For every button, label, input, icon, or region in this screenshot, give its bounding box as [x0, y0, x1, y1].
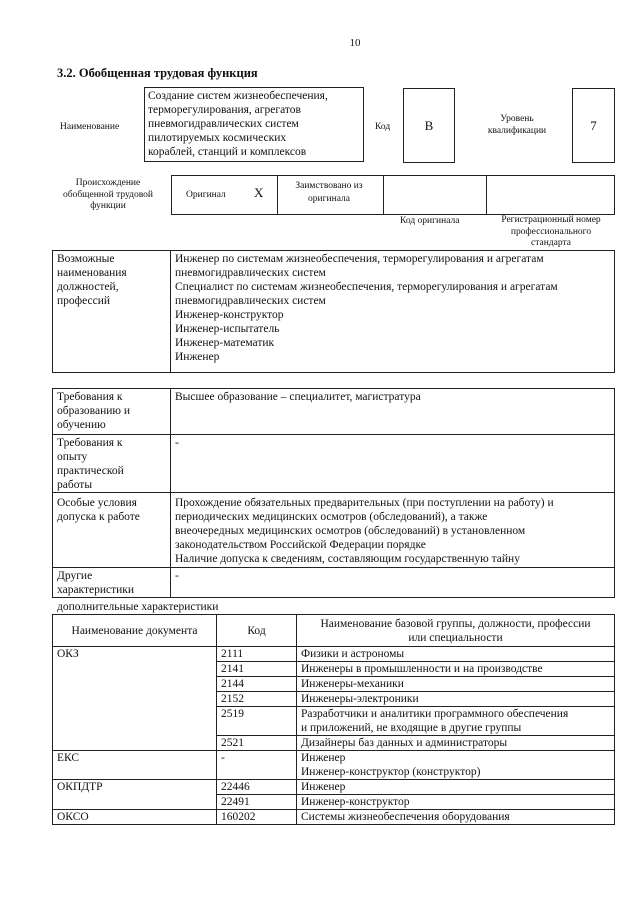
- education-label: [53, 389, 171, 435]
- header-name: [297, 615, 615, 647]
- header-doc: Наименование документа: [53, 615, 217, 647]
- doc-cell: ОКЗ: [53, 647, 217, 751]
- positions-label-line: наименования: [57, 267, 127, 279]
- conditions-label-line: допуска к работе: [57, 511, 140, 523]
- conditions-value-line: внеочередных медицинских осмотров (обследований) в установленном: [175, 525, 526, 537]
- name-label: Наименование: [60, 122, 120, 132]
- code-cell: 2144: [217, 677, 297, 692]
- header-name-line: Наименование базовой группы, должности, профессии: [320, 617, 591, 630]
- function-name-line: кораблей, станций и комплексов: [148, 146, 307, 158]
- code-label: Код: [375, 122, 391, 132]
- name-cell: Инженер-конструктор: [297, 795, 615, 810]
- conditions-value: [171, 493, 615, 568]
- name-line: Инженер: [301, 752, 346, 764]
- borrowed-label-line: оригинала: [308, 194, 350, 204]
- code-cell: -: [217, 751, 297, 780]
- doc-cell: ОКСО: [53, 810, 217, 825]
- other-value-line: -: [175, 570, 179, 582]
- experience-value: [171, 435, 615, 493]
- name-cell: Физики и астрономы: [297, 647, 615, 662]
- level-value: 7: [572, 88, 615, 163]
- other-value: [171, 568, 615, 598]
- level-label-line: Уровень: [500, 114, 534, 124]
- name-cell: [297, 751, 615, 780]
- reg-number-label: [486, 215, 616, 250]
- name-cell: Системы жизнеобеспечения оборудования: [297, 810, 615, 825]
- requirements-table: [52, 388, 615, 598]
- conditions-value-line: Прохождение обязательных предварительных (при поступлении на работу) и: [175, 497, 554, 509]
- positions-label: [53, 251, 171, 373]
- origin-table: [171, 175, 615, 215]
- conditions-label: [53, 493, 171, 568]
- level-label-line: квалификации: [487, 126, 547, 136]
- function-name-line: пилотируемых космических: [148, 132, 287, 144]
- origin-label-line: функции: [90, 201, 126, 211]
- page-number: 10: [349, 37, 361, 49]
- experience-label: [53, 435, 171, 493]
- borrowed-label: [277, 180, 381, 206]
- positions-label-line: должностей,: [57, 281, 119, 293]
- header-code: Код: [217, 615, 297, 647]
- code-cell: 2519: [217, 707, 297, 736]
- reg-number-line: стандарта: [531, 238, 571, 248]
- origin-label: [52, 178, 164, 213]
- experience-label-line: практической: [57, 465, 124, 477]
- name-cell: [297, 707, 615, 736]
- name-line: Разработчики и аналитики программного обеспечения: [301, 708, 569, 720]
- code-cell: 2152: [217, 692, 297, 707]
- education-label-line: образованию и: [57, 405, 130, 417]
- positions-value: [171, 251, 615, 373]
- reg-number-line: Регистрационный номер: [501, 215, 601, 225]
- code-cell: 2111: [217, 647, 297, 662]
- header-name-line: или специальности: [408, 631, 503, 644]
- code-cell: 2521: [217, 736, 297, 751]
- function-name-line: терморегулирования, агрегатов: [148, 104, 301, 116]
- code-original-label: Код оригинала: [400, 216, 460, 226]
- position-line: Инженер-испытатель: [175, 323, 280, 335]
- name-cell: Инженеры-механики: [297, 677, 615, 692]
- conditions-value-line: Наличие допуска к сведениям, составляющим государственную тайну: [175, 553, 520, 565]
- conditions-value-line: периодических медицинских осмотров (обследований), а также: [175, 511, 488, 523]
- reg-number-line: профессионального: [510, 226, 592, 237]
- doc-cell: ЕКС: [53, 751, 217, 780]
- education-label-line: обучению: [57, 419, 106, 431]
- origin-label-line: Происхождение: [75, 178, 141, 188]
- conditions-label-line: Особые условия: [57, 497, 137, 509]
- position-line: пневмогидравлических систем: [175, 295, 326, 307]
- position-line: Специалист по системам жизнеобеспечения, терморегулирования и агрегатам: [175, 281, 558, 293]
- code-cell: 2141: [217, 662, 297, 677]
- position-line: Инженер: [175, 351, 220, 363]
- experience-value-line: -: [175, 437, 179, 449]
- additional-table: [52, 614, 615, 825]
- experience-label-line: работы: [57, 479, 93, 491]
- education-value-line: Высшее образование – специалитет, магистратура: [175, 391, 421, 403]
- name-cell: Инженеры-электроники: [297, 692, 615, 707]
- name-line: Инженер-конструктор (конструктор): [301, 766, 481, 778]
- name-line: и приложений, не входящие в другие группы: [301, 722, 522, 734]
- original-mark: X: [254, 185, 264, 200]
- position-line: Инженер-математик: [175, 337, 275, 349]
- other-label-line: Другие: [57, 570, 93, 582]
- origin-label-line: обобщенной трудовой: [63, 189, 153, 200]
- positions-table: [52, 250, 615, 373]
- borrowed-label-line: Заимствовано из: [295, 181, 363, 191]
- position-line: Инженер по системам жизнеобеспечения, терморегулирования и агрегатам: [175, 253, 544, 265]
- position-line: Инженер-конструктор: [175, 309, 284, 321]
- additional-title: дополнительные характеристики: [57, 601, 219, 613]
- other-label-line: характеристики: [57, 584, 135, 596]
- conditions-value-line: законодательством Российской Федерации порядке: [175, 539, 426, 551]
- code-cell: 160202: [217, 810, 297, 825]
- experience-label-line: Требования к: [57, 437, 123, 449]
- education-value: [171, 389, 615, 435]
- code-cell: 22491: [217, 795, 297, 810]
- doc-cell: ОКПДТР: [53, 780, 217, 810]
- function-name-box: [144, 87, 364, 162]
- other-label: [53, 568, 171, 598]
- level-label: [472, 113, 562, 137]
- function-name-line: пневмогидравлических систем: [148, 118, 299, 130]
- name-cell: Дизайнеры баз данных и администраторы: [297, 736, 615, 751]
- education-label-line: Требования к: [57, 391, 123, 403]
- section-title: 3.2. Обобщенная трудовая функция: [57, 66, 258, 80]
- original-label: Оригинал: [186, 190, 226, 200]
- code-value: B: [403, 88, 455, 163]
- name-cell: Инженер: [297, 780, 615, 795]
- name-cell: Инженеры в промышленности и на производстве: [297, 662, 615, 677]
- code-cell: 22446: [217, 780, 297, 795]
- function-name-line: Создание систем жизнеобеспечения,: [148, 90, 328, 102]
- experience-label-line: опыту: [57, 451, 88, 463]
- position-line: пневмогидравлических систем: [175, 267, 326, 279]
- positions-label-line: профессий: [57, 295, 111, 307]
- positions-label-line: Возможные: [57, 253, 115, 265]
